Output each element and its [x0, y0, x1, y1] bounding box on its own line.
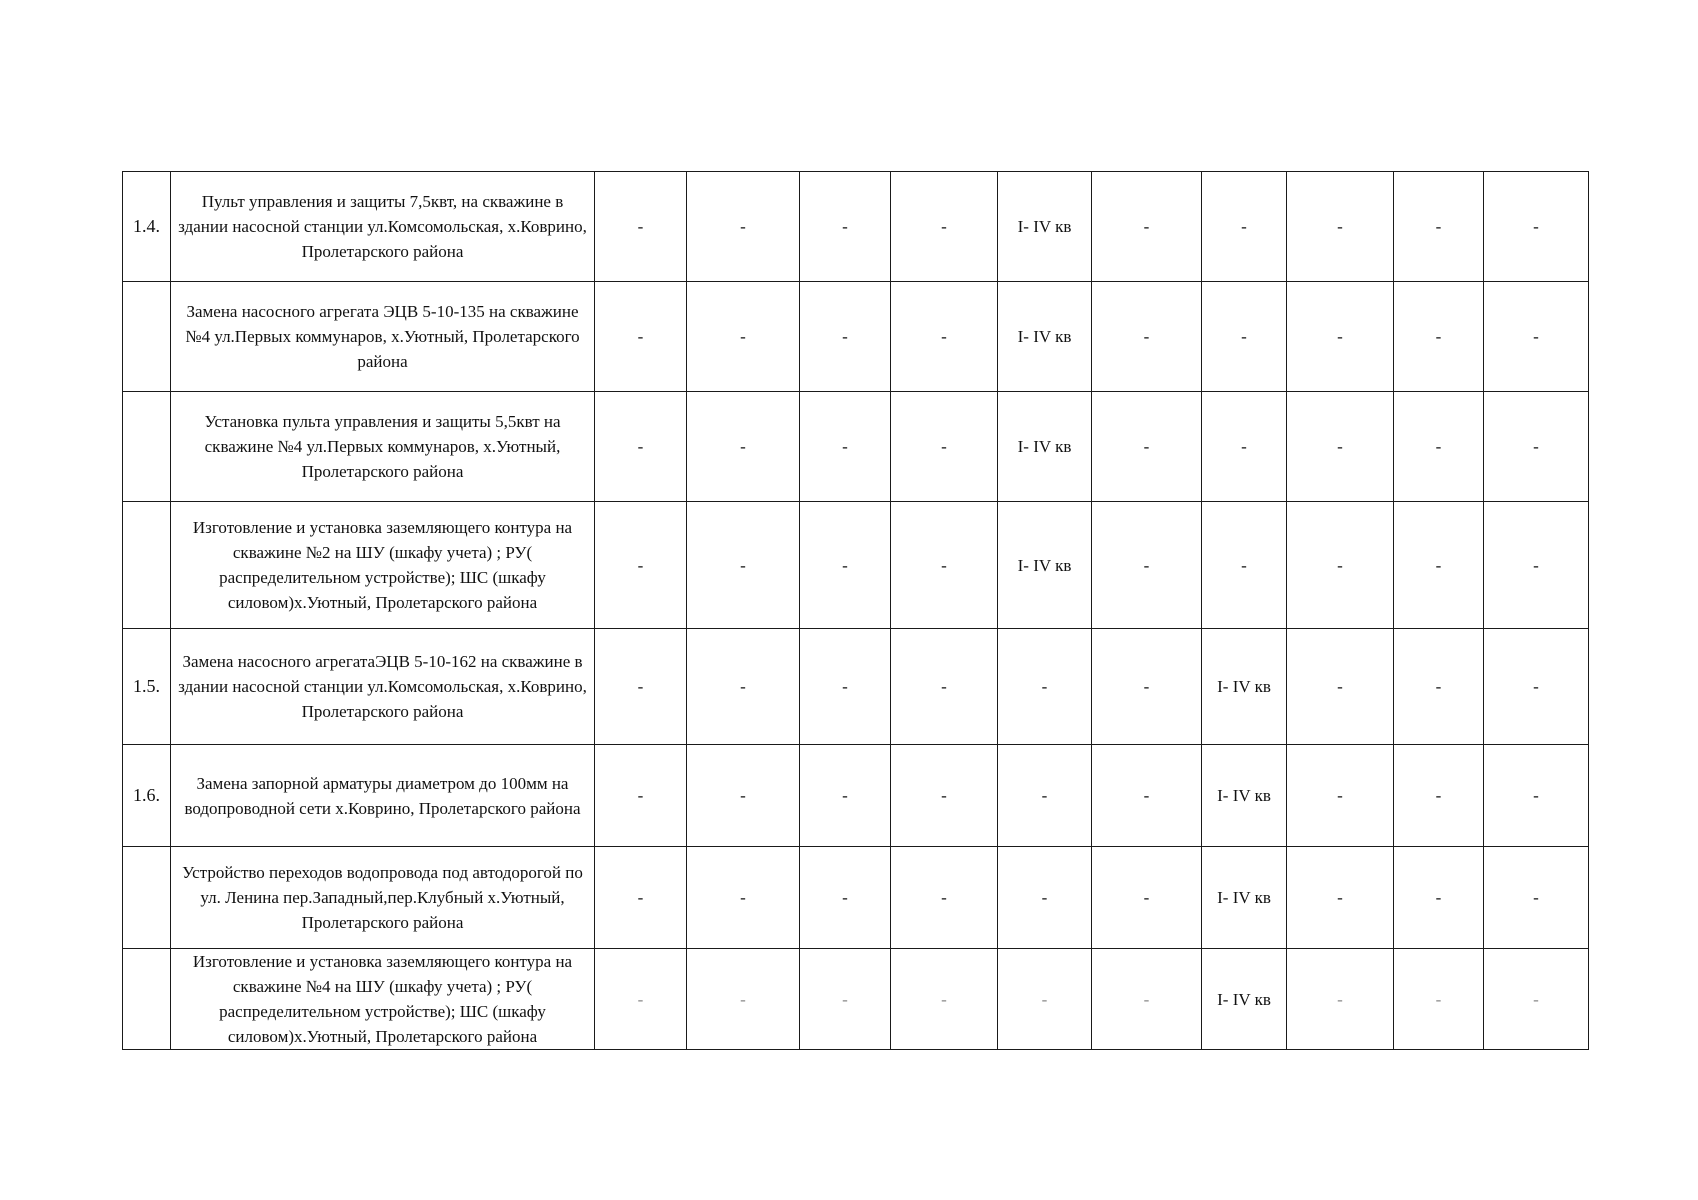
- empty-period-cell: -: [891, 745, 998, 847]
- empty-period-cell: -: [1394, 949, 1484, 1050]
- table-row: [123, 949, 1589, 1050]
- empty-period-cell: -: [1287, 282, 1394, 392]
- row-number-cell: [123, 502, 171, 629]
- work-description-cell: Устройство переходов водопровода под автодорогой по ул. Ленина пер.Западный,пер.Клубный х.Уютный, Пролетарского района: [171, 847, 595, 949]
- empty-period-cell: -: [1287, 745, 1394, 847]
- empty-period-cell: -: [1287, 172, 1394, 282]
- empty-period-cell: -: [1484, 629, 1589, 745]
- empty-period-cell: -: [800, 172, 891, 282]
- empty-period-cell: -: [1092, 172, 1202, 282]
- table-row: [123, 172, 1589, 282]
- empty-period-cell: -: [1484, 502, 1589, 629]
- work-description-cell: Изготовление и установка заземляющего контура на скважине №4 на ШУ (шкафу учета) ; РУ( распределительном устройстве); ШС (шкафу силовом)х.Уютный, Пролетарского района: [171, 949, 595, 1050]
- empty-period-cell: -: [891, 282, 998, 392]
- empty-period-cell: -: [1484, 847, 1589, 949]
- empty-period-cell: -: [1484, 172, 1589, 282]
- empty-period-cell: -: [800, 847, 891, 949]
- empty-period-cell: -: [1092, 847, 1202, 949]
- table-row: [123, 847, 1589, 949]
- work-description-cell: Замена насосного агрегата ЭЦВ 5-10-135 на скважине №4 ул.Первых коммунаров, х.Уютный, Пролетарского района: [171, 282, 595, 392]
- empty-period-cell: -: [891, 502, 998, 629]
- empty-period-cell: -: [998, 847, 1092, 949]
- period-term-cell: I- IV кв: [998, 392, 1092, 502]
- empty-period-cell: -: [1484, 949, 1589, 1050]
- empty-period-cell: -: [891, 629, 998, 745]
- empty-period-cell: -: [1092, 745, 1202, 847]
- empty-period-cell: -: [687, 745, 800, 847]
- row-number-cell: [123, 949, 171, 1050]
- empty-period-cell: -: [1394, 502, 1484, 629]
- empty-period-cell: -: [800, 745, 891, 847]
- empty-period-cell: -: [1202, 172, 1287, 282]
- work-description-cell: Пульт управления и защиты 7,5квт, на скважине в здании насосной станции ул.Комсомольская, х.Коврино, Пролетарского района: [171, 172, 595, 282]
- empty-period-cell: -: [1287, 629, 1394, 745]
- period-term-cell: I- IV кв: [1202, 745, 1287, 847]
- document-sheet: [122, 171, 1588, 1050]
- row-number-cell: 1.6.: [123, 745, 171, 847]
- empty-period-cell: -: [595, 392, 687, 502]
- empty-period-cell: -: [998, 629, 1092, 745]
- empty-period-cell: -: [1092, 949, 1202, 1050]
- empty-period-cell: -: [800, 629, 891, 745]
- empty-period-cell: -: [800, 949, 891, 1050]
- empty-period-cell: -: [891, 847, 998, 949]
- row-number-cell: [123, 282, 171, 392]
- empty-period-cell: -: [1394, 392, 1484, 502]
- empty-period-cell: -: [1092, 392, 1202, 502]
- empty-period-cell: -: [1287, 502, 1394, 629]
- empty-period-cell: -: [687, 392, 800, 502]
- period-term-cell: I- IV кв: [1202, 949, 1287, 1050]
- empty-period-cell: -: [1287, 392, 1394, 502]
- row-number-cell: [123, 847, 171, 949]
- empty-period-cell: -: [1092, 282, 1202, 392]
- table-row: [123, 392, 1589, 502]
- period-term-cell: I- IV кв: [1202, 629, 1287, 745]
- empty-period-cell: -: [595, 629, 687, 745]
- empty-period-cell: -: [595, 502, 687, 629]
- empty-period-cell: -: [1394, 172, 1484, 282]
- empty-period-cell: -: [595, 745, 687, 847]
- empty-period-cell: -: [1287, 847, 1394, 949]
- empty-period-cell: -: [1202, 502, 1287, 629]
- empty-period-cell: -: [800, 282, 891, 392]
- work-description-cell: Замена насосного агрегатаЭЦВ 5-10-162 на скважине в здании насосной станции ул.Комсомольская, х.Коврино, Пролетарского района: [171, 629, 595, 745]
- empty-period-cell: -: [1202, 282, 1287, 392]
- empty-period-cell: -: [891, 172, 998, 282]
- empty-period-cell: -: [1484, 282, 1589, 392]
- empty-period-cell: -: [595, 282, 687, 392]
- empty-period-cell: -: [800, 502, 891, 629]
- table-row: [123, 629, 1589, 745]
- empty-period-cell: -: [1092, 629, 1202, 745]
- period-term-cell: I- IV кв: [1202, 847, 1287, 949]
- work-description-cell: Установка пульта управления и защиты 5,5квт на скважине №4 ул.Первых коммунаров, х.Уютный, Пролетарского района: [171, 392, 595, 502]
- empty-period-cell: -: [998, 949, 1092, 1050]
- period-term-cell: I- IV кв: [998, 502, 1092, 629]
- empty-period-cell: -: [687, 949, 800, 1050]
- empty-period-cell: -: [1394, 629, 1484, 745]
- empty-period-cell: -: [1394, 745, 1484, 847]
- empty-period-cell: -: [998, 745, 1092, 847]
- empty-period-cell: -: [1394, 847, 1484, 949]
- table-row: [123, 502, 1589, 629]
- work-description-cell: Изготовление и установка заземляющего контура на скважине №2 на ШУ (шкафу учета) ; РУ( распределительном устройстве); ШС (шкафу силовом)х.Уютный, Пролетарского района: [171, 502, 595, 629]
- period-term-cell: I- IV кв: [998, 282, 1092, 392]
- empty-period-cell: -: [1092, 502, 1202, 629]
- empty-period-cell: -: [595, 949, 687, 1050]
- row-number-cell: 1.4.: [123, 172, 171, 282]
- empty-period-cell: -: [1394, 282, 1484, 392]
- empty-period-cell: -: [687, 282, 800, 392]
- empty-period-cell: -: [891, 392, 998, 502]
- empty-period-cell: -: [687, 629, 800, 745]
- empty-period-cell: -: [1202, 392, 1287, 502]
- empty-period-cell: -: [1287, 949, 1394, 1050]
- table-body: [123, 172, 1589, 1050]
- work-description-cell: Замена запорной арматуры диаметром до 100мм на водопроводной сети х.Коврино, Пролетарского района: [171, 745, 595, 847]
- empty-period-cell: -: [595, 172, 687, 282]
- works-schedule-table: [122, 171, 1589, 1050]
- row-number-cell: [123, 392, 171, 502]
- empty-period-cell: -: [595, 847, 687, 949]
- table-row: [123, 282, 1589, 392]
- empty-period-cell: -: [1484, 745, 1589, 847]
- empty-period-cell: -: [891, 949, 998, 1050]
- table-row: [123, 745, 1589, 847]
- empty-period-cell: -: [687, 172, 800, 282]
- empty-period-cell: -: [687, 502, 800, 629]
- row-number-cell: 1.5.: [123, 629, 171, 745]
- empty-period-cell: -: [800, 392, 891, 502]
- empty-period-cell: -: [687, 847, 800, 949]
- period-term-cell: I- IV кв: [998, 172, 1092, 282]
- empty-period-cell: -: [1484, 392, 1589, 502]
